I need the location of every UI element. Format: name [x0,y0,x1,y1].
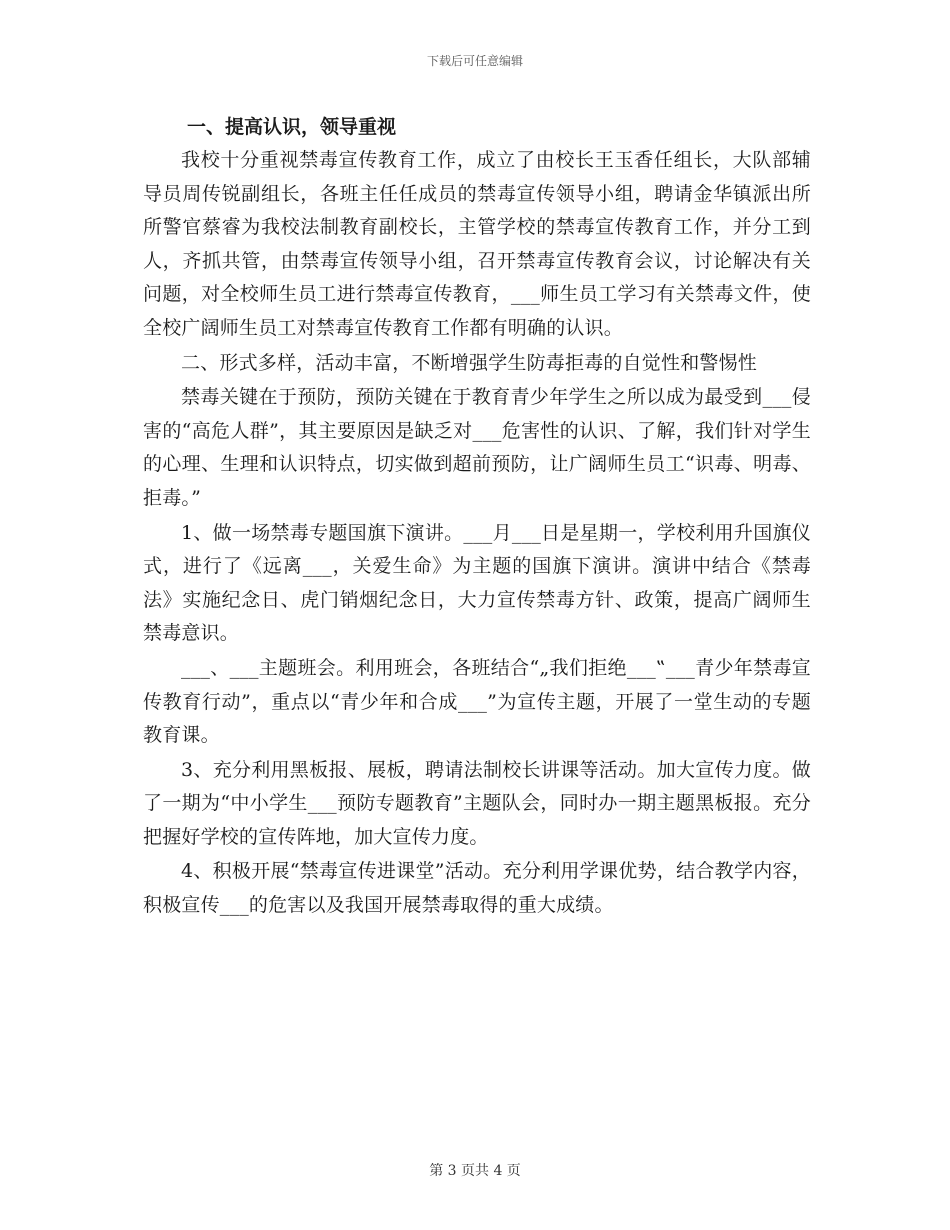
header-note: 下载后可任意编辑 [426,54,523,68]
page-footer: 第 3 页共 4 页 [429,1163,521,1179]
paragraph-3: 禁毒关键在于预防，预防关键在于教育青少年学生之所以成为最受到___侵害的“高危人群”，其主要原因是缺乏对___危害性的认识、了解，我们针对学生的心理、生理和认识特点，切实做到超前预防，让广阔师生员工“识毒、明毒、拒毒。” [143,386,811,509]
paragraph-1: 我校十分重视禁毒宣传教育工作，成立了由校长王玉香任组长，大队部辅导员周传锐副组长，各班主任任成员的禁毒宣传领导小组，聘请金华镇派出所所警官蔡睿为我校法制教育副校长，主管学校的禁毒宣传教育工作，并分工到人，齐抓共管，由禁毒宣传领导小组，召开禁毒宣传教育会议，讨论解决有关问题，对全校师生员工进行禁毒宣传教育，___师生员工学习有关禁毒文件，使全校广阔师生员工对禁毒宣传教育工作都有明确的认识。 [143,149,811,339]
paragraph-2: 二、形式多样，活动丰富，不断增强学生防毒拒毒的自觉性和警惕性 [181,351,758,374]
paragraph-4: 1、做一场禁毒专题国旗下演讲。___月___日是星期一，学校利用升国旗仪式，进行了《远离___，关爱生命》为主题的国旗下演讲。演讲中结合《禁毒法》实施纪念日、虎门销烟纪念日，大力宣传禁毒方针、政策，提高广阔师生禁毒意识。 [143,521,811,645]
section-heading: 一、提高认识，领导重视 [187,116,397,138]
paragraph-7: 4、积极开展“禁毒宣传进课堂”活动。充分利用学课优势，结合教学内容，积极宣传___的危害以及我国开展禁毒取得的重大成绩。 [143,860,811,917]
document-body [143,110,811,923]
paragraph-6: 3、充分利用黑板报、展板，聘请法制校长讲课等活动。加大宣传力度。做了一期为“中小学生___预防专题教育”主题队会，同时办一期主题黑板报。充分把握好学校的宣传阵地，加大宣传力度。 [143,758,811,848]
paragraph-5: ___、___主题班会。利用班会，各班结合“„我们拒绝___‟___青少年禁毒宣传教育行动”，重点以“青少年和合成___”为宣传主题，开展了一堂生动的专题教育课。 [143,656,811,747]
